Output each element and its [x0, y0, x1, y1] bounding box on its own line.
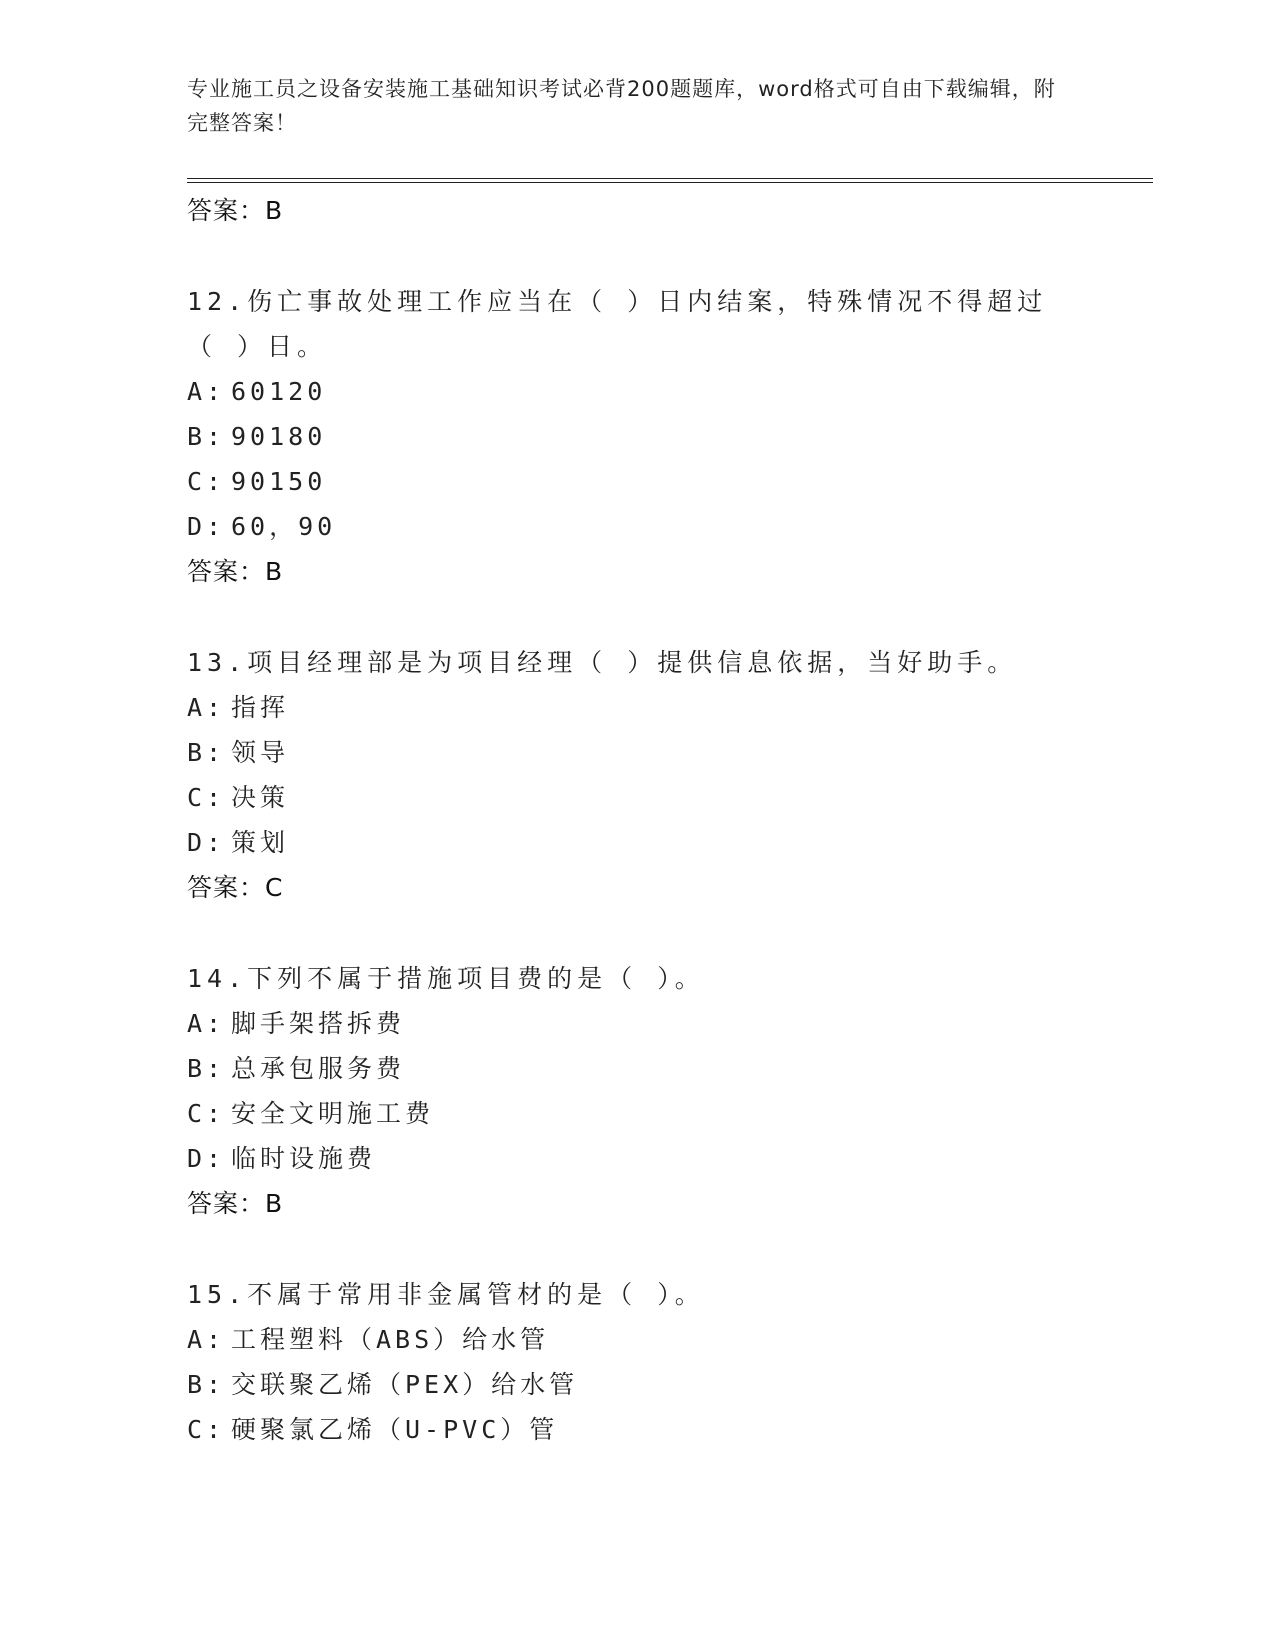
option-text: 90150 [231, 467, 327, 496]
answer-line: 答案：B [187, 196, 284, 225]
option-text: 60，90 [231, 512, 337, 541]
question-text: 15.不属于常用非金属管材的是（ ）。 [187, 1280, 705, 1309]
answer-line: 答案：B [187, 557, 284, 586]
option-key: B: [187, 422, 226, 451]
option-text: 指挥 [231, 693, 290, 722]
question-text: 14.下列不属于措施项目费的是（ ）。 [187, 964, 705, 993]
option-key: D: [187, 828, 226, 857]
question-text: 12.伤亡事故处理工作应当在（ ）日内结案，特殊情况不得超过（ ）日。 [187, 287, 1048, 361]
option-text: 临时设施费 [231, 1144, 377, 1173]
option-b [187, 1046, 1087, 1091]
option-d [187, 820, 1087, 865]
option-key: C: [187, 783, 226, 812]
answer-line: 答案：B [187, 1189, 284, 1218]
option-text: 工程塑料（ABS）给水管 [231, 1325, 550, 1354]
question-list [187, 188, 1087, 1452]
option-key: D: [187, 1144, 226, 1173]
option-c [187, 1407, 1087, 1452]
option-key: C: [187, 1099, 226, 1128]
option-b [187, 1362, 1087, 1407]
header-rule-top [187, 178, 1153, 179]
option-c [187, 459, 1087, 504]
option-text: 领导 [231, 738, 290, 767]
option-text: 60120 [231, 377, 327, 406]
option-a [187, 369, 1087, 414]
answer-line: 答案：C [187, 873, 284, 902]
option-text: 总承包服务费 [231, 1054, 406, 1083]
option-text: 决策 [231, 783, 290, 812]
option-text: 安全文明施工费 [231, 1099, 435, 1128]
option-d [187, 504, 1087, 549]
header-rule-bottom [187, 182, 1153, 183]
document-header: 专业施工员之设备安装施工基础知识考试必背200题题库，word格式可自由下载编辑，附完整答案！ [187, 77, 1056, 135]
option-c [187, 775, 1087, 820]
option-text: 90180 [231, 422, 327, 451]
option-a [187, 1001, 1087, 1046]
option-key: C: [187, 467, 226, 496]
option-text: 策划 [231, 828, 290, 857]
option-key: C: [187, 1415, 226, 1444]
option-text: 交联聚乙烯（PEX）给水管 [231, 1370, 579, 1399]
option-d [187, 1136, 1087, 1181]
option-key: B: [187, 1370, 226, 1399]
option-c [187, 1091, 1087, 1136]
option-key: B: [187, 1054, 226, 1083]
option-key: A: [187, 1325, 226, 1354]
option-text: 硬聚氯乙烯（U-PVC）管 [231, 1415, 559, 1444]
option-key: A: [187, 377, 226, 406]
option-key: A: [187, 693, 226, 722]
option-b [187, 730, 1087, 775]
option-a [187, 685, 1087, 730]
option-a [187, 1317, 1087, 1362]
option-key: B: [187, 738, 226, 767]
option-key: A: [187, 1009, 226, 1038]
option-key: D: [187, 512, 226, 541]
question-text: 13.项目经理部是为项目经理（ ）提供信息依据，当好助手。 [187, 648, 1018, 677]
option-b [187, 414, 1087, 459]
option-text: 脚手架搭拆费 [231, 1009, 406, 1038]
